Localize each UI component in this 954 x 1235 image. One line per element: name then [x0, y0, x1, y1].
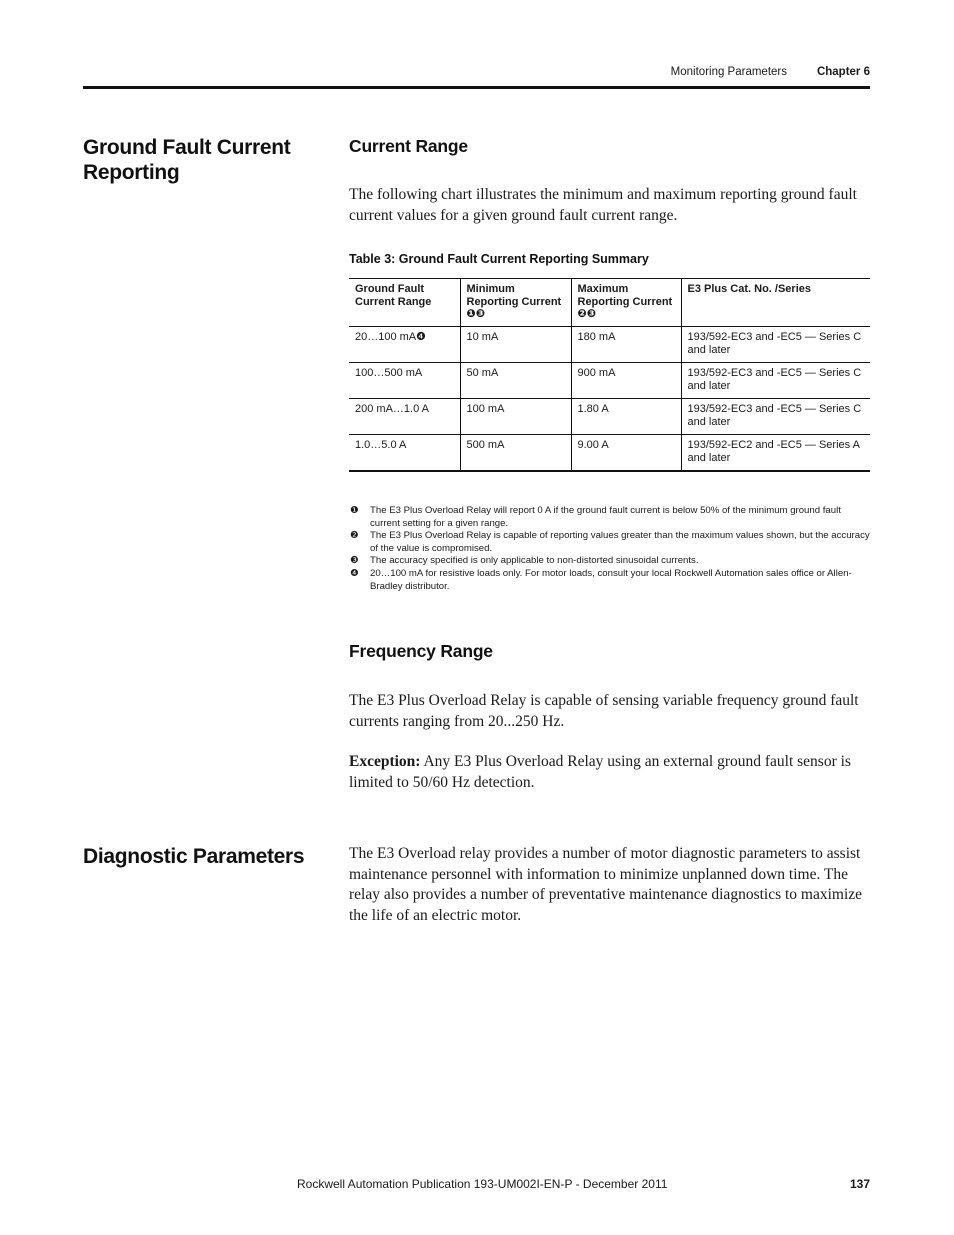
table-cell: 500 mA	[460, 435, 571, 472]
table-cell: 180 mA	[571, 327, 681, 363]
exception-text: Any E3 Plus Overload Relay using an external ground fault sensor is limited to 50/60 Hz detection.	[349, 753, 851, 791]
footnote-marker: ❶	[350, 505, 359, 516]
table-cell: 20…100 mA❹	[355, 331, 427, 343]
table-cell: 1.0…5.0 A	[355, 439, 407, 451]
table-cell: 100…500 mA	[355, 367, 423, 379]
diagnostic-parameters-text: The E3 Overload relay provides a number of motor diagnostic parameters to assist maintenance personnel with information to minimize unplanned down time. The relay also provides a number of preventative maintenance diagnostics to maximize the life of an electric motor.	[349, 845, 863, 924]
table-header-cell: Maximum Reporting Current ❷❸	[571, 279, 681, 327]
exception-label: Exception:	[349, 753, 421, 770]
exception-note	[349, 752, 871, 793]
table-caption: Table 3: Ground Fault Current Reporting Summary	[349, 252, 649, 266]
table-cell: 193/592-EC3 and -EC5 — Series C and later	[681, 399, 870, 435]
table-header-cell: E3 Plus Cat. No. /Series	[681, 279, 870, 327]
footnote-text: 20…100 mA for resistive loads only. For motor loads, consult your local Rockwell Automation sales office or Allen-Bradley distributor.	[370, 567, 852, 592]
table-row	[349, 435, 870, 472]
frequency-range-text: The E3 Plus Overload Relay is capable of sensing variable frequency ground fault currents ranging from 20...250 Hz.	[349, 692, 859, 730]
subheading-frequency-range: Frequency Range	[349, 641, 493, 661]
table-cell: 193/592-EC3 and -EC5 — Series C and later	[681, 363, 870, 399]
ground-fault-table	[349, 278, 870, 472]
table-footnotes	[349, 505, 871, 593]
page-number: 137	[849, 1177, 870, 1191]
table-cell: 900 mA	[571, 363, 681, 399]
footnote-marker: ❸	[350, 555, 359, 567]
table-header-cell: Ground Fault Current Range	[355, 283, 432, 308]
table-header-cell: Minimum Reporting Current ❶❸	[460, 279, 571, 327]
header-chapter: Chapter 6	[816, 66, 870, 78]
table-row	[349, 363, 870, 399]
running-header	[83, 66, 870, 82]
table-cell: 10 mA	[460, 327, 571, 363]
footnote-text: The E3 Plus Overload Relay will report 0 A if the ground fault current is below 50% of the minimum ground fault current setting for a given range.	[370, 505, 841, 529]
footnote	[349, 555, 871, 568]
table-cell: 1.80 A	[571, 399, 681, 435]
table-row	[349, 399, 870, 435]
header-section-title: Monitoring Parameters	[670, 66, 787, 78]
footnote-marker: ❹	[350, 567, 359, 579]
footnote	[349, 505, 871, 530]
current-range-intro: The following chart illustrates the minimum and maximum reporting ground fault current values for a given ground fault current range.	[349, 186, 857, 224]
section-title-diagnostic: Diagnostic Parameters	[83, 845, 305, 868]
footnote	[349, 530, 871, 555]
table-cell: 50 mA	[460, 363, 571, 399]
footnote-text: The accuracy specified is only applicable to non-distorted sinusoidal currents.	[370, 555, 699, 567]
table-row	[349, 327, 870, 363]
table-cell: 200 mA…1.0 A	[355, 403, 429, 415]
table-cell: 9.00 A	[571, 435, 681, 472]
header-rule	[83, 86, 870, 89]
table-cell: 193/592-EC2 and -EC5 — Series A and later	[681, 435, 870, 472]
footnote-marker: ❷	[350, 530, 359, 542]
footnote-text: The E3 Plus Overload Relay is capable of reporting values greater than the maximum values shown, but the accuracy of the value is compromised.	[370, 530, 870, 554]
table-header-row	[349, 279, 870, 327]
table-cell: 193/592-EC3 and -EC5 — Series C and later	[681, 327, 870, 363]
subheading-current-range: Current Range	[349, 136, 468, 156]
section-title-ground-fault: Ground Fault Current Reporting	[83, 136, 291, 184]
table-cell: 100 mA	[460, 399, 571, 435]
footer-publication: Rockwell Automation Publication 193-UM002I-EN-P - December 2011	[297, 1177, 668, 1191]
footnote	[349, 568, 871, 593]
